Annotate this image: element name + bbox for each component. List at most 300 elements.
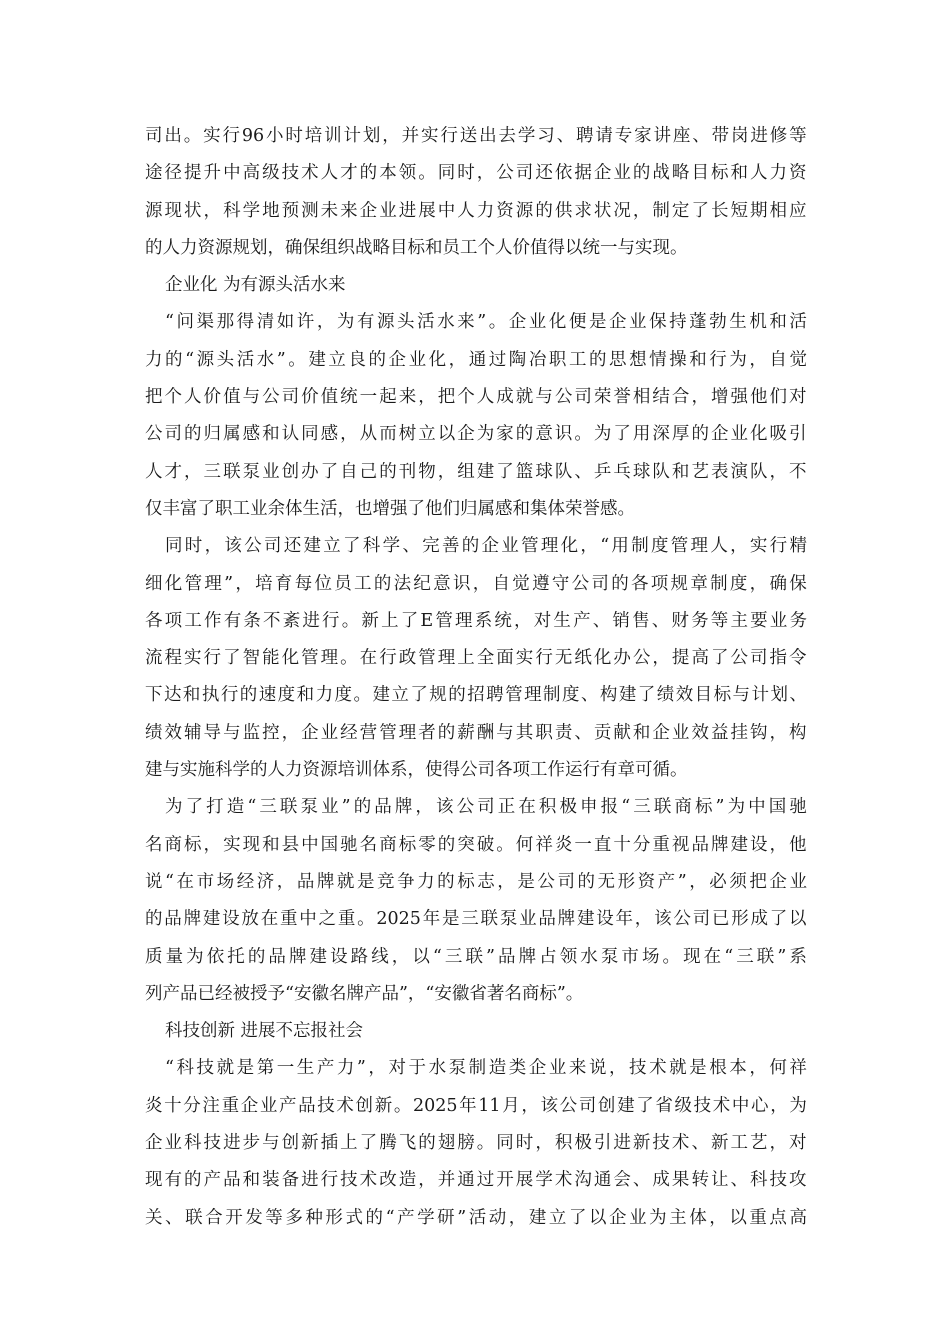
glyph: 和 bbox=[769, 312, 787, 333]
glyph: 辅 bbox=[184, 722, 202, 743]
glyph: 建 bbox=[618, 685, 637, 706]
glyph: ， bbox=[749, 1058, 767, 1079]
glyph: 出 bbox=[164, 126, 182, 146]
glyph: 学 bbox=[242, 200, 261, 221]
glyph: 的 bbox=[379, 461, 397, 482]
glyph: 司 bbox=[515, 163, 534, 184]
glyph: 实 bbox=[184, 648, 202, 669]
glyph: 渠 bbox=[196, 312, 215, 333]
glyph: 吸 bbox=[769, 424, 787, 445]
glyph: 。 bbox=[341, 610, 360, 631]
glyph: 化 bbox=[560, 536, 579, 557]
glyph: 管 bbox=[184, 573, 203, 594]
glyph: 业 bbox=[408, 349, 427, 370]
glyph: ” bbox=[486, 946, 495, 967]
glyph: 牌 bbox=[557, 909, 576, 930]
glyph: 装 bbox=[262, 1170, 280, 1191]
glyph: 了 bbox=[223, 648, 241, 669]
glyph: 守 bbox=[551, 573, 570, 594]
glyph: 。 bbox=[488, 312, 507, 333]
glyph: 标 bbox=[694, 797, 713, 818]
text-line bbox=[145, 715, 807, 752]
glyph: 牌 bbox=[710, 834, 729, 855]
glyph: 出 bbox=[479, 126, 497, 146]
glyph: 状 bbox=[593, 200, 612, 221]
glyph: 、 bbox=[632, 1170, 651, 1191]
glyph: 技 bbox=[693, 1095, 712, 1116]
glyph: 价 bbox=[203, 387, 222, 408]
glyph: 酬 bbox=[476, 722, 495, 743]
glyph: 必 bbox=[709, 871, 727, 892]
glyph: 等 bbox=[265, 1207, 283, 1228]
glyph: 联 bbox=[465, 946, 483, 967]
glyph: 每 bbox=[294, 573, 313, 594]
glyph: 战 bbox=[652, 163, 670, 184]
glyph: 司 bbox=[574, 387, 592, 408]
glyph: 同 bbox=[301, 424, 319, 445]
glyph: 中 bbox=[731, 1095, 750, 1116]
glyph: 统 bbox=[340, 387, 358, 408]
glyph: 炎 bbox=[554, 834, 573, 855]
glyph: 济 bbox=[256, 871, 275, 892]
glyph: 之 bbox=[318, 909, 337, 930]
glyph: 果 bbox=[671, 1170, 690, 1191]
glyph: 项 bbox=[164, 610, 183, 631]
glyph: 岗 bbox=[731, 126, 749, 146]
glyph: 不 bbox=[789, 461, 807, 482]
glyph: 2025 bbox=[376, 909, 421, 930]
glyph: 营 bbox=[359, 722, 378, 743]
glyph: 行 bbox=[535, 648, 553, 669]
glyph: 产 bbox=[573, 610, 591, 631]
text-line bbox=[145, 118, 807, 155]
glyph: 认 bbox=[281, 424, 300, 445]
glyph: 令 bbox=[789, 648, 807, 669]
glyph: 新 bbox=[632, 1133, 651, 1154]
glyph: 机 bbox=[749, 312, 767, 333]
glyph: 领 bbox=[398, 163, 417, 184]
glyph: 下 bbox=[145, 685, 163, 706]
glyph: 现 bbox=[242, 834, 261, 855]
glyph: 科 bbox=[176, 1058, 194, 1079]
glyph: 要 bbox=[750, 610, 768, 631]
glyph: 司 bbox=[578, 1095, 597, 1116]
glyph: 短 bbox=[730, 200, 748, 221]
glyph: 场 bbox=[641, 946, 660, 967]
text-line bbox=[145, 1050, 807, 1087]
glyph: 队 bbox=[554, 461, 573, 482]
glyph: ， bbox=[514, 610, 532, 631]
glyph: 重 bbox=[279, 909, 298, 930]
glyph: 科 bbox=[184, 1133, 202, 1154]
glyph: 源 bbox=[145, 200, 163, 221]
glyph: 行 bbox=[220, 685, 239, 706]
glyph: 。 bbox=[418, 163, 436, 184]
glyph: 行 bbox=[322, 610, 340, 631]
glyph: 名 bbox=[145, 834, 163, 855]
glyph: 业 bbox=[519, 909, 537, 930]
glyph: 销 bbox=[612, 610, 630, 631]
glyph: 工 bbox=[184, 610, 202, 631]
glyph: 的 bbox=[368, 349, 386, 370]
glyph: 行 bbox=[222, 126, 240, 146]
glyph: 水 bbox=[428, 1058, 447, 1079]
glyph: 来 bbox=[340, 200, 358, 221]
glyph: 技 bbox=[769, 1170, 787, 1191]
glyph: 占 bbox=[539, 946, 557, 967]
glyph: 企 bbox=[145, 1133, 163, 1154]
glyph: 头 bbox=[216, 349, 235, 370]
glyph: 以 bbox=[412, 946, 430, 967]
glyph: 个 bbox=[457, 387, 475, 408]
glyph: 办 bbox=[613, 648, 631, 669]
glyph: 于 bbox=[408, 1058, 427, 1079]
glyph: 设 bbox=[330, 946, 348, 967]
glyph: 业 bbox=[164, 1133, 183, 1154]
text-line bbox=[145, 155, 807, 192]
glyph: 力 bbox=[315, 685, 334, 706]
glyph: 了 bbox=[710, 648, 729, 669]
glyph: 的 bbox=[353, 797, 372, 818]
glyph: 司 bbox=[692, 909, 711, 930]
glyph: 为 bbox=[165, 797, 183, 818]
glyph: 有 bbox=[356, 312, 375, 333]
glyph: 祥 bbox=[535, 834, 553, 855]
glyph: 和 bbox=[262, 424, 280, 445]
glyph: 善 bbox=[441, 536, 460, 557]
glyph: 公 bbox=[456, 797, 475, 818]
glyph: 技 bbox=[196, 1058, 215, 1079]
text-line bbox=[145, 1200, 807, 1237]
glyph: 级 bbox=[262, 163, 280, 184]
glyph: ， bbox=[730, 536, 748, 557]
glyph: 力 bbox=[769, 163, 787, 184]
glyph: 制 bbox=[468, 1058, 487, 1079]
glyph: 的 bbox=[365, 1207, 384, 1228]
glyph: ， bbox=[448, 349, 467, 370]
glyph: 开 bbox=[496, 1170, 514, 1191]
document-page bbox=[145, 118, 807, 1237]
glyph: 时 bbox=[184, 536, 203, 557]
glyph: 发 bbox=[245, 1207, 263, 1228]
glyph: ， bbox=[709, 1207, 727, 1228]
glyph: ， bbox=[497, 871, 515, 892]
glyph: 业 bbox=[730, 424, 748, 445]
glyph: 理 bbox=[455, 610, 473, 631]
glyph: 科 bbox=[223, 200, 241, 221]
glyph: 标 bbox=[398, 834, 417, 855]
glyph: 管 bbox=[301, 648, 319, 669]
glyph: 现 bbox=[145, 1170, 163, 1191]
glyph: 质 bbox=[145, 946, 163, 967]
glyph: 一 bbox=[574, 834, 592, 855]
glyph: 的 bbox=[515, 424, 534, 445]
glyph: 中 bbox=[223, 163, 241, 184]
glyph: 实 bbox=[421, 126, 439, 146]
glyph: 等 bbox=[710, 610, 729, 631]
glyph: 为 bbox=[476, 424, 495, 445]
glyph: 三 bbox=[203, 461, 222, 482]
glyph: ， bbox=[769, 461, 787, 482]
text-line bbox=[145, 416, 807, 453]
glyph: 重 bbox=[749, 1207, 767, 1228]
glyph: 修 bbox=[769, 126, 788, 146]
glyph: 、 bbox=[574, 461, 592, 482]
glyph: 生 bbox=[729, 312, 747, 333]
text-line bbox=[145, 976, 807, 1013]
glyph: 企 bbox=[608, 312, 627, 333]
glyph: 业 bbox=[528, 312, 547, 333]
glyph: “ bbox=[724, 946, 734, 967]
glyph: 制 bbox=[631, 536, 649, 557]
glyph: 生 bbox=[296, 1058, 315, 1079]
glyph: 11 bbox=[478, 1095, 501, 1116]
glyph: 的 bbox=[611, 573, 629, 594]
glyph: 觉 bbox=[789, 349, 807, 370]
glyph: 个 bbox=[164, 387, 183, 408]
glyph: 意 bbox=[535, 424, 553, 445]
glyph: 、 bbox=[789, 685, 807, 706]
glyph: 人 bbox=[320, 163, 339, 184]
glyph: 品 bbox=[164, 909, 182, 930]
glyph: 为 bbox=[186, 946, 204, 967]
glyph: 依 bbox=[206, 946, 225, 967]
glyph: 的 bbox=[588, 349, 607, 370]
glyph: 篮 bbox=[515, 461, 534, 482]
glyph: 合 bbox=[205, 1207, 223, 1228]
glyph: 资 bbox=[496, 200, 514, 221]
glyph: 通 bbox=[457, 1170, 475, 1191]
glyph: ， bbox=[418, 387, 436, 408]
glyph: 度 bbox=[561, 685, 580, 706]
glyph: 注 bbox=[202, 1095, 220, 1116]
glyph: 与 bbox=[535, 387, 553, 408]
glyph: 的 bbox=[461, 536, 480, 557]
glyph: 联 bbox=[480, 909, 499, 930]
glyph: 人 bbox=[710, 536, 728, 557]
glyph: 企 bbox=[609, 1207, 627, 1228]
glyph: 人 bbox=[457, 200, 475, 221]
glyph: 构 bbox=[599, 685, 618, 706]
glyph: 无 bbox=[554, 648, 573, 669]
glyph: 创 bbox=[597, 1095, 616, 1116]
glyph: 。 bbox=[353, 685, 371, 706]
glyph: 良 bbox=[348, 349, 366, 370]
text-line bbox=[145, 1125, 807, 1162]
glyph: 、 bbox=[592, 610, 611, 631]
glyph: 规 bbox=[429, 685, 447, 706]
glyph: 精 bbox=[789, 536, 807, 557]
glyph: 立 bbox=[548, 1207, 567, 1228]
glyph: 产 bbox=[657, 871, 676, 892]
glyph: 形 bbox=[617, 871, 636, 892]
glyph: ， bbox=[203, 200, 222, 221]
glyph: 直 bbox=[593, 834, 612, 855]
glyph: 产 bbox=[397, 1207, 415, 1228]
glyph: 持 bbox=[669, 312, 687, 333]
glyph: 品 bbox=[268, 946, 286, 967]
glyph: ， bbox=[382, 126, 400, 146]
glyph: 求 bbox=[574, 200, 592, 221]
glyph: 人 bbox=[476, 387, 495, 408]
glyph: 聘 bbox=[576, 126, 594, 146]
glyph: 年 bbox=[459, 1095, 477, 1116]
glyph: 化 bbox=[281, 648, 300, 669]
glyph: 情 bbox=[649, 349, 667, 370]
glyph: 遵 bbox=[532, 573, 550, 594]
glyph: 企 bbox=[481, 536, 499, 557]
glyph: 行 bbox=[379, 648, 397, 669]
glyph: 术 bbox=[359, 1170, 378, 1191]
glyph: 径 bbox=[164, 163, 183, 184]
glyph: 术 bbox=[554, 1170, 573, 1191]
glyph: 翅 bbox=[437, 1133, 456, 1154]
glyph: ， bbox=[437, 461, 456, 482]
glyph: 中 bbox=[748, 797, 766, 818]
glyph: 的 bbox=[184, 1170, 202, 1191]
glyph: 过 bbox=[476, 1170, 495, 1191]
glyph: 了 bbox=[320, 461, 339, 482]
glyph: ” bbox=[356, 1058, 366, 1079]
glyph: ， bbox=[749, 573, 768, 594]
glyph: 略 bbox=[671, 163, 690, 184]
glyph: 各 bbox=[145, 610, 163, 631]
glyph: 技 bbox=[281, 163, 300, 184]
glyph: 保 bbox=[649, 312, 667, 333]
glyph: ， bbox=[608, 1058, 627, 1079]
glyph: 炎 bbox=[145, 1095, 163, 1116]
glyph: 训 bbox=[324, 126, 342, 146]
glyph: 中 bbox=[437, 200, 456, 221]
glyph: 同 bbox=[496, 1133, 514, 1154]
glyph: 创 bbox=[281, 1133, 300, 1154]
glyph: 源 bbox=[196, 349, 215, 370]
glyph: 艺 bbox=[691, 461, 709, 482]
glyph: 术 bbox=[649, 1058, 667, 1079]
glyph: 乓 bbox=[613, 461, 631, 482]
glyph: ， bbox=[415, 797, 433, 818]
glyph: 三 bbox=[736, 946, 754, 967]
glyph: 在 bbox=[359, 648, 378, 669]
glyph: 誉 bbox=[613, 387, 631, 408]
glyph: 章 bbox=[690, 573, 708, 594]
glyph: 、 bbox=[730, 1170, 748, 1191]
glyph: 相 bbox=[632, 387, 651, 408]
glyph: 实 bbox=[749, 536, 768, 557]
glyph: 说 bbox=[145, 871, 163, 892]
glyph: 泵 bbox=[448, 1058, 467, 1079]
glyph: 。 bbox=[574, 424, 592, 445]
glyph: 进 bbox=[301, 1170, 319, 1191]
glyph: 已 bbox=[711, 909, 730, 930]
glyph: 月 bbox=[502, 1095, 520, 1116]
glyph: 分 bbox=[183, 1095, 201, 1116]
glyph: 企 bbox=[652, 722, 670, 743]
glyph: 升 bbox=[203, 163, 222, 184]
glyph: 业 bbox=[629, 312, 647, 333]
glyph: 。 bbox=[288, 349, 306, 370]
glyph: 和 bbox=[262, 834, 280, 855]
glyph: 司 bbox=[281, 387, 300, 408]
glyph: 成 bbox=[652, 1170, 670, 1191]
line-text: 仅丰富了职工业余体生活，也增强了他们归属感和集体荣誉感。 bbox=[145, 498, 635, 519]
glyph: 树 bbox=[398, 424, 417, 445]
glyph: 还 bbox=[535, 163, 553, 184]
glyph: 品 bbox=[498, 946, 516, 967]
glyph: ， bbox=[691, 387, 709, 408]
glyph: 对 bbox=[388, 1058, 406, 1079]
glyph: 企 bbox=[528, 1058, 547, 1079]
glyph: 插 bbox=[320, 1133, 339, 1154]
glyph: 厚 bbox=[671, 424, 690, 445]
glyph: 等 bbox=[789, 126, 807, 146]
glyph: 名 bbox=[359, 834, 378, 855]
glyph: 力 bbox=[417, 871, 435, 892]
glyph: 新 bbox=[301, 1133, 319, 1154]
glyph: 还 bbox=[283, 536, 302, 557]
glyph: 聘 bbox=[486, 685, 504, 706]
glyph: 业 bbox=[262, 461, 280, 482]
glyph: 飞 bbox=[398, 1133, 417, 1154]
glyph: 供 bbox=[554, 200, 573, 221]
glyph: 会 bbox=[613, 1170, 631, 1191]
glyph: ” bbox=[457, 1207, 467, 1228]
glyph: 现 bbox=[164, 200, 183, 221]
glyph: 活 bbox=[468, 1207, 487, 1228]
glyph: 该 bbox=[540, 1095, 558, 1116]
glyph: 才 bbox=[164, 461, 183, 482]
glyph: 想 bbox=[629, 349, 647, 370]
glyph: 业 bbox=[259, 1095, 278, 1116]
glyph: 创 bbox=[281, 461, 300, 482]
glyph: 和 bbox=[632, 722, 651, 743]
glyph: 制 bbox=[710, 573, 728, 594]
glyph: 志 bbox=[477, 871, 495, 892]
glyph: 造 bbox=[488, 1058, 507, 1079]
glyph: 术 bbox=[671, 1133, 690, 1154]
glyph: 学 bbox=[535, 1170, 553, 1191]
glyph: 把 bbox=[749, 871, 767, 892]
glyph: 活 bbox=[236, 349, 255, 370]
glyph: 为 bbox=[789, 1095, 807, 1116]
glyph: 不 bbox=[263, 610, 281, 631]
glyph: 企 bbox=[457, 424, 475, 445]
glyph: 生 bbox=[553, 610, 571, 631]
glyph: 研 bbox=[437, 1207, 455, 1228]
glyph: 主 bbox=[669, 1207, 687, 1228]
glyph: 是 bbox=[441, 909, 460, 930]
glyph: 座 bbox=[672, 126, 691, 146]
glyph: 公 bbox=[571, 573, 590, 594]
glyph: 了 bbox=[185, 797, 204, 818]
glyph: 企 bbox=[593, 163, 612, 184]
glyph: 泵 bbox=[242, 461, 261, 482]
glyph: ， bbox=[391, 946, 410, 967]
glyph: 并 bbox=[437, 1170, 456, 1191]
glyph: 公 bbox=[730, 648, 748, 669]
glyph: 、 bbox=[574, 722, 592, 743]
glyph: 规 bbox=[670, 573, 689, 594]
glyph: 目 bbox=[691, 163, 709, 184]
glyph: 行 bbox=[440, 126, 458, 146]
glyph: 积 bbox=[554, 1133, 573, 1154]
text-line bbox=[145, 267, 807, 304]
glyph: 公 bbox=[145, 424, 163, 445]
glyph: 对 bbox=[533, 610, 552, 631]
glyph: 进 bbox=[398, 200, 417, 221]
glyph: 办 bbox=[301, 461, 319, 482]
glyph: 达 bbox=[163, 685, 182, 706]
